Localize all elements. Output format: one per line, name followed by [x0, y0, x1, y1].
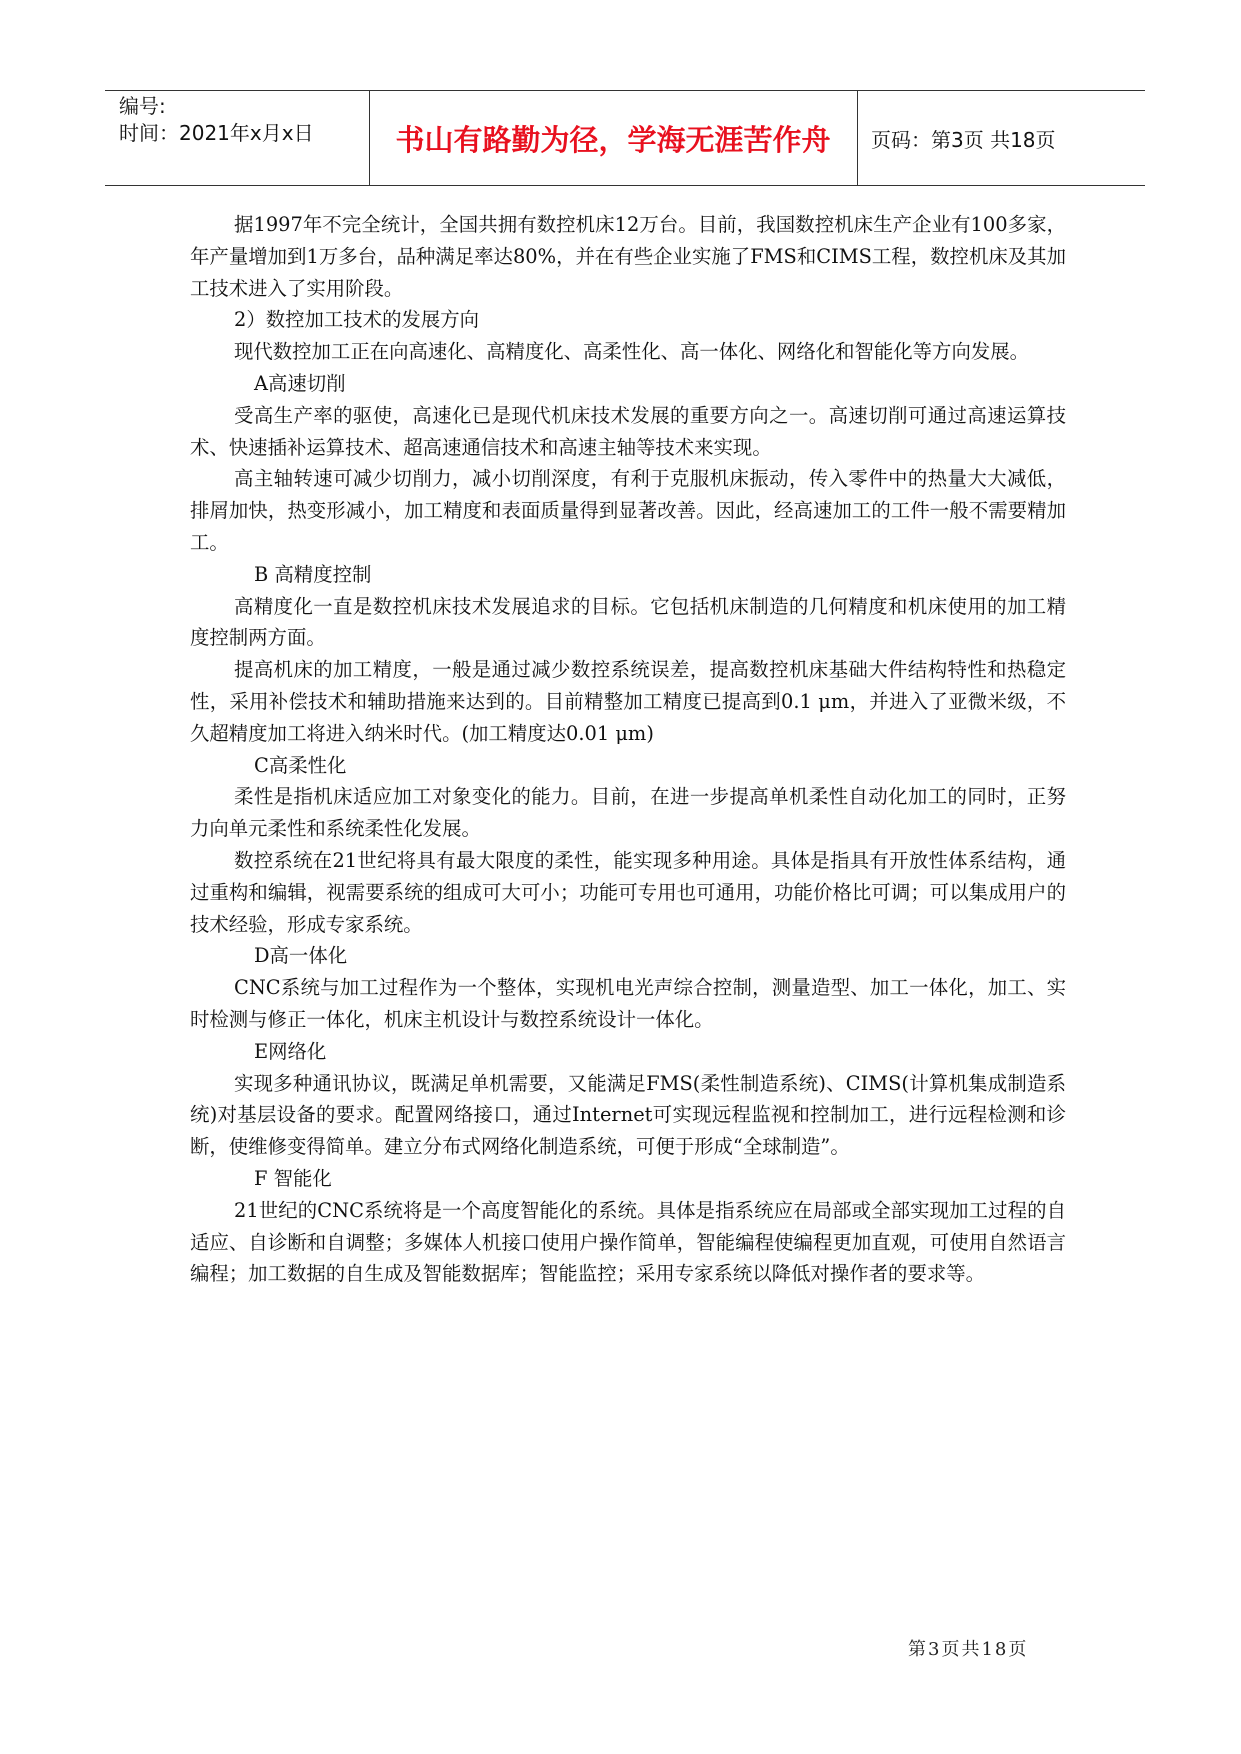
subsection-heading: B 高精度控制	[254, 562, 372, 586]
subsection-heading: C高柔性化	[254, 753, 347, 777]
body-paragraph: 21世纪的CNC系统将是一个高度智能化的系统。具体是指系统应在局部或全部实现加工过程的自适应、自诊断和自调整；多媒体人机接口使用户操作简单，智能编程使编程更加直观，可使用自然语言编程；加工数据的自生成及智能数据库；智能监控；采用专家系统以降低对操作者的要求等。	[190, 1198, 1066, 1286]
subsection-heading: D高一体化	[254, 944, 348, 968]
header-divider	[857, 91, 858, 185]
document-time-label: 时间：2021年x月x日	[119, 121, 314, 145]
header-meta	[119, 93, 314, 147]
body-paragraph: 柔性是指机床适应加工对象变化的能力。目前，在进一步提高单机柔性自动化加工的同时，正努力向单元柔性和系统柔性化发展。	[190, 785, 1066, 841]
body-paragraph: 据1997年不完全统计，全国共拥有数控机床12万台。目前，我国数控机床生产企业有100多家，年产量增加到1万多台，品种满足率达80%，并在有些企业实施了FMS和CIMS工程，数控机床及其加工技术进入了实用阶段。	[190, 213, 1066, 300]
subsection-heading: A高速切削	[254, 371, 346, 395]
body-paragraph: 提高机床的加工精度，一般是通过减少数控系统误差，提高数控机床基础大件结构特性和热稳定性，采用补偿技术和辅助措施来达到的。目前精整加工精度已提高到0.1 μm，并进入了亚微米级，不久超精度加工将进入纳米时代。(加工精度达0.01 μm)	[190, 658, 1066, 745]
body-paragraph: CNC系统与加工过程作为一个整体，实现机电光声综合控制，测量造型、加工一体化，加工、实时检测与修正一体化，机床主机设计与数控系统设计一体化。	[190, 976, 1066, 1031]
subsection-heading: F 智能化	[254, 1166, 332, 1190]
body-paragraph: 高精度化一直是数控机床技术发展追求的目标。它包括机床制造的几何精度和机床使用的加工精度控制两方面。	[190, 594, 1066, 650]
header-page-info: 页码：第3页 共18页	[871, 127, 1056, 152]
page-header	[105, 90, 1145, 186]
document-body	[190, 209, 1066, 1290]
header-motto: 书山有路勤为径，学海无涯苦作舟	[395, 122, 831, 157]
body-paragraph: 数控系统在21世纪将具有最大限度的柔性，能实现多种用途。具体是指具有开放性体系结构，通过重构和编辑，视需要系统的组成可大可小；功能可专用也可通用，功能价格比可调；可以集成用户的技术经验，形成专家系统。	[190, 848, 1066, 936]
document-number-label: 编号:	[119, 94, 166, 118]
body-paragraph: 现代数控加工正在向高速化、高精度化、高柔性化、高一体化、网络化和智能化等方向发展。	[234, 340, 1030, 364]
page-footer: 第3页共18页	[908, 1639, 1029, 1660]
body-paragraph: 实现多种通讯协议，既满足单机需要，又能满足FMS(柔性制造系统)、CIMS(计算机集成制造系统)对基层设备的要求。配置网络接口，通过Internet可实现远程监视和控制加工，进行远程检测和诊断，使维修变得简单。建立分布式网络化制造系统，可便于形成“全球制造”。	[190, 1071, 1066, 1159]
body-paragraph: 受高生产率的驱使，高速化已是现代机床技术发展的重要方向之一。高速切削可通过高速运算技术、快速插补运算技术、超高速通信技术和高速主轴等技术来实现。	[190, 403, 1066, 459]
subsection-heading: E网络化	[254, 1039, 327, 1063]
section-heading: 2）数控加工技术的发展方向	[234, 308, 480, 332]
body-paragraph: 高主轴转速可减少切削力，减小切削深度，有利于克服机床振动，传入零件中的热量大大减低，排屑加快，热变形减小，加工精度和表面质量得到显著改善。因此，经高速加工的工件一般不需要精加工。	[190, 467, 1066, 554]
